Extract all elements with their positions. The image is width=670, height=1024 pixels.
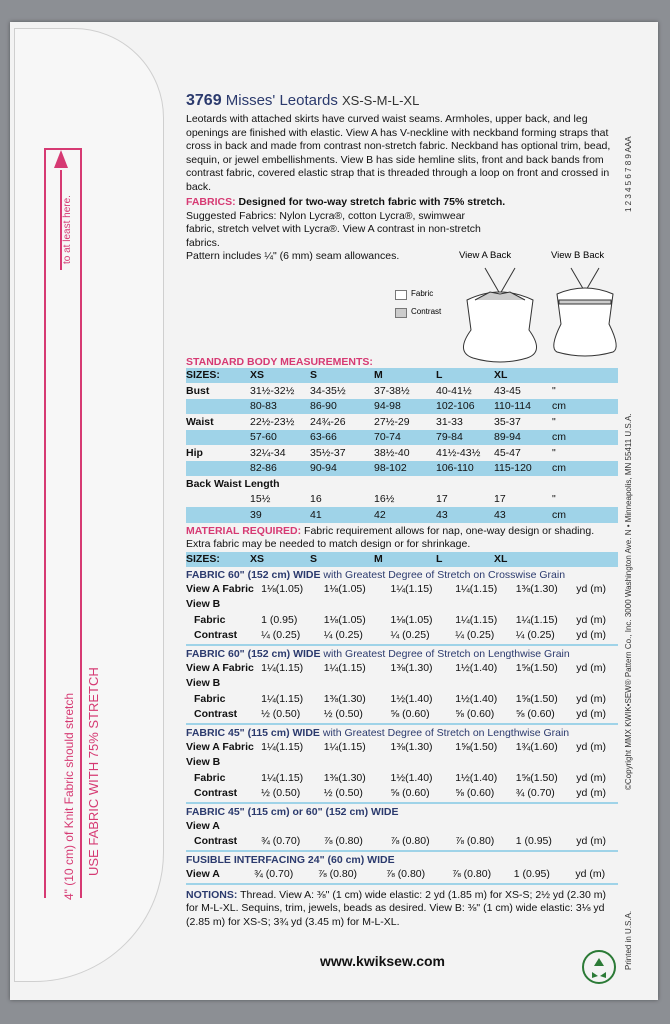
material-value: 1¼(1.15)	[455, 613, 498, 626]
material-value: ⅞ (0.80)	[386, 867, 426, 880]
measurement-value: 43-45	[494, 384, 521, 397]
material-block-heading: FABRIC 45" (115 cm) or 60" (152 cm) WIDE	[186, 806, 399, 818]
material-row	[186, 755, 618, 771]
copyright: ©Copyright MMX KWIK•SEW® Pattern Co., Inc. 3000 Washington Ave. N • Minneapolis, MN 55411 U.S.A.	[624, 413, 633, 790]
block-divider	[186, 802, 618, 804]
unit-cm: cm	[552, 462, 566, 475]
material-value: 1⅛(1.05)	[323, 582, 366, 595]
material-row	[186, 866, 618, 882]
sizes-label: SIZES:	[186, 369, 220, 382]
material-row	[186, 612, 618, 628]
material-value: 1½(1.40)	[390, 771, 433, 784]
material-value: ¼ (0.25)	[323, 629, 363, 642]
measurement-value: 89-94	[494, 431, 521, 444]
measurements-table	[186, 368, 618, 523]
material-row	[186, 739, 618, 755]
material-blocks	[186, 569, 618, 885]
material-value: ⅞ (0.80)	[455, 835, 495, 848]
material-row	[186, 818, 618, 834]
material-row-label: View A Fabric	[186, 661, 254, 674]
material-row-label: Contrast	[194, 787, 238, 800]
material-value: 1⅜(1.30)	[323, 692, 366, 705]
measurement-value: 79-84	[436, 431, 463, 444]
material-row-label: Fabric	[194, 692, 226, 705]
material-value: ¾ (0.70)	[515, 787, 555, 800]
material-value: 1½(1.40)	[390, 692, 433, 705]
block-divider	[186, 644, 618, 646]
block-divider	[186, 883, 618, 885]
leotard-back-drawings	[445, 264, 625, 366]
material-value: 1¼(1.15)	[261, 692, 304, 705]
printed-in: Printed in U.S.A.	[624, 910, 633, 970]
material-value: ¾ (0.70)	[254, 867, 294, 880]
back-waist-value: 17	[494, 493, 506, 506]
measurement-value: 90-94	[310, 462, 337, 475]
measurement-value: 45-47	[494, 446, 521, 459]
material-value	[391, 676, 456, 692]
material-value: ⅞ (0.80)	[451, 867, 492, 880]
material-value: ½ (0.50)	[261, 787, 301, 800]
material-row-label: View A	[186, 867, 220, 880]
unit-inch: "	[552, 415, 556, 428]
material-value: 1⅛(1.05)	[323, 613, 366, 626]
unit-inch: "	[552, 493, 556, 506]
size-header: L	[436, 553, 443, 566]
material-value	[516, 818, 577, 834]
material-row-label: View B	[186, 677, 221, 690]
material-row-label: Fabric	[194, 613, 226, 626]
material-value	[391, 818, 456, 834]
material-value: 1¼(1.15)	[323, 661, 366, 674]
material-value: ⅞ (0.80)	[323, 835, 363, 848]
material-row	[186, 691, 618, 707]
material-value: ⅞ (0.80)	[390, 835, 430, 848]
material-value: 1¼(1.15)	[261, 771, 304, 784]
stretch-instruction: 4" (10 cm) of Knit Fabric should stretch	[62, 692, 76, 900]
measurement-cm-row	[186, 399, 618, 415]
material-value: 1⅜(1.30)	[390, 740, 433, 753]
material-value: yd (m)	[576, 661, 606, 674]
material-row-label: Contrast	[194, 835, 238, 848]
measurement-row	[186, 445, 618, 461]
back-waist-value: 43	[494, 508, 506, 521]
unit-cm: cm	[552, 508, 566, 521]
material-value	[455, 676, 516, 692]
back-waist-value: 15½	[250, 493, 271, 506]
material-value: ¼ (0.25)	[390, 629, 430, 642]
material-value: yd (m)	[576, 692, 606, 705]
material-value	[455, 818, 516, 834]
material-value: 1⅛(1.05)	[390, 613, 433, 626]
material-row	[186, 770, 618, 786]
measurement-value: 63-66	[310, 431, 337, 444]
measurement-value: 102-106	[436, 400, 475, 413]
material-value: ½ (0.50)	[323, 708, 363, 721]
size-header: M	[374, 553, 383, 566]
stretch-requirement: USE FABRIC WITH 75% STRETCH	[86, 667, 101, 876]
material-value: 1½(1.40)	[455, 771, 498, 784]
material-row	[186, 676, 618, 692]
print-code: 1 2 3 4 5 6 7 8 9 AAA	[624, 136, 633, 212]
material-row-label: View A Fabric	[186, 740, 254, 753]
view-b-label: View B Back	[551, 250, 605, 261]
measurement-label: Bust	[186, 384, 210, 397]
material-value: 1¼(1.15)	[455, 582, 498, 595]
measurement-value: 35-37	[494, 415, 521, 428]
material-table	[186, 581, 618, 643]
measurement-value: 41½-43½	[436, 446, 481, 459]
size-header: XL	[494, 553, 508, 566]
measurement-value: 31-33	[436, 415, 463, 428]
back-waist-value: 16½	[374, 493, 395, 506]
material-value	[324, 676, 391, 692]
measurement-value: 98-102	[374, 462, 407, 475]
material-value: ½ (0.50)	[261, 708, 301, 721]
material-value: 1⅜(1.30)	[323, 771, 366, 784]
material-value	[261, 597, 324, 613]
measurement-cm-row	[186, 461, 618, 477]
fabric-swatch	[395, 290, 407, 300]
material-value	[324, 597, 391, 613]
material-value	[516, 676, 577, 692]
unit-inch: "	[552, 446, 556, 459]
material-value: 1⅝(1.50)	[455, 740, 498, 753]
measurement-value: 27½-29	[374, 415, 410, 428]
size-header: L	[436, 369, 443, 382]
material-table	[186, 866, 618, 882]
material-value: 1¼(1.15)	[515, 613, 558, 626]
material-row-label: View A Fabric	[186, 582, 254, 595]
measurement-value: 37-38½	[374, 384, 410, 397]
material-value: ⅝ (0.60)	[455, 708, 495, 721]
description: Leotards with attached skirts have curved waist seams. Armholes, upper back, and leg openings are finished with elastic. View A has V-neckline with neckband forming straps that cross in back and made from contrast non-stretch fabric. Neckband has optional trim, bead, sequin, or jewel embellishments. View B has side hemline slits, front and back bands from contrast fabric, covered elastic strap that is threaded through a loop on front and crossed in back.	[186, 113, 611, 193]
measurement-value: 57-60	[250, 431, 277, 444]
seam-allowance: Pattern includes ¼" (6 mm) seam allowances.	[186, 250, 400, 262]
block-divider	[186, 850, 618, 852]
material-row-label: Fabric	[194, 771, 226, 784]
material-required: MATERIAL REQUIRED: Fabric requirement allows for nap, one-way design or shading. Extra fabric may be needed to match design or for shrinkage.	[186, 524, 595, 550]
material-value	[576, 818, 618, 834]
measurement-value: 82-86	[250, 462, 277, 475]
website-link[interactable]: www.kwiksew.com	[320, 953, 446, 969]
material-value	[576, 597, 618, 613]
material-row	[186, 628, 618, 644]
material-row-label: Contrast	[194, 629, 238, 642]
back-waist-value: 43	[436, 508, 448, 521]
material-value: yd (m)	[576, 740, 606, 753]
material-row-label: View B	[186, 756, 221, 769]
size-header: S	[310, 553, 318, 566]
material-value: ⅝ (0.60)	[390, 708, 430, 721]
material-value: 1½(1.40)	[455, 692, 498, 705]
size-header: XS	[250, 369, 265, 382]
measurement-value: 40-41½	[436, 384, 472, 397]
measurement-value: 38½-40	[374, 446, 410, 459]
measurement-row	[186, 414, 618, 430]
material-value: ⅝ (0.60)	[455, 787, 495, 800]
measurement-value: 70-74	[374, 431, 401, 444]
stretch-limit-label: to at least here.	[62, 195, 73, 264]
material-row	[186, 786, 618, 802]
material-table	[186, 660, 618, 722]
material-row	[186, 597, 618, 613]
pattern-title: 3769 Misses' Leotards XS-S-M-L-XL	[186, 92, 420, 109]
measurement-value: 106-110	[436, 462, 474, 475]
material-value	[391, 755, 456, 771]
material-value: ⅞ (0.80)	[317, 867, 358, 880]
material-value: yd (m)	[576, 613, 606, 626]
material-value	[391, 597, 456, 613]
pattern-details	[186, 92, 618, 929]
material-value: 1 (0.95)	[513, 867, 550, 880]
material-value: yd (m)	[575, 867, 606, 880]
material-value: 1¼(1.15)	[261, 740, 304, 753]
measurement-label: Waist	[186, 415, 214, 428]
material-value: 1 (0.95)	[515, 835, 552, 848]
material-value	[455, 755, 516, 771]
measurement-value: 110-114	[494, 400, 531, 413]
material-value	[324, 818, 391, 834]
material-value: 1⅝(1.50)	[515, 661, 558, 674]
material-row-label: Contrast	[194, 708, 238, 721]
material-value	[261, 818, 324, 834]
material-row	[186, 707, 618, 723]
material-value	[516, 755, 577, 771]
contrast-swatch	[395, 308, 407, 318]
material-block-heading: FUSIBLE INTERFACING 24" (60 cm) WIDE	[186, 854, 395, 866]
measurement-value: 22½-23½	[250, 415, 295, 428]
material-value: yd (m)	[576, 708, 606, 721]
material-value: 1¼(1.15)	[323, 740, 366, 753]
back-waist-value: 42	[374, 508, 386, 521]
material-value: yd (m)	[576, 787, 606, 800]
material-value	[576, 755, 618, 771]
material-row-label: View B	[186, 598, 221, 611]
size-header: XS	[250, 553, 265, 566]
fabrics-text: Suggested Fabrics: Nylon Lycra®, cotton Lycra®, swimwear fabric, stretch velvet with Lycra®. View A contrast in non-stretch fabrics.	[186, 209, 481, 249]
material-value: 1⅝(1.50)	[515, 771, 558, 784]
material-value: ⅝ (0.60)	[515, 708, 555, 721]
material-value: ¾ (0.70)	[261, 835, 301, 848]
material-value: 1⅜(1.30)	[515, 582, 558, 595]
material-value: yd (m)	[576, 582, 606, 595]
measurement-value: 31½-32½	[250, 384, 295, 397]
back-waist-label: Back Waist Length	[186, 477, 280, 490]
material-value: 1¾(1.60)	[515, 740, 558, 753]
measurement-value: 32¼-34	[250, 446, 286, 459]
material-value: 1⅜(1.30)	[390, 661, 433, 674]
measurement-row	[186, 383, 618, 399]
material-sizes-header	[186, 552, 618, 568]
back-waist-value: 41	[310, 508, 322, 521]
measurement-value: 115-120	[494, 462, 532, 475]
material-block-heading: FABRIC 60" (152 cm) WIDE with Greatest Degree of Stretch on Lengthwise Grain	[186, 648, 570, 660]
material-value: ¼ (0.25)	[455, 629, 495, 642]
material-value: ⅝ (0.60)	[390, 787, 430, 800]
material-value: 1⅛(1.05)	[261, 582, 304, 595]
material-value: ½ (0.50)	[323, 787, 363, 800]
material-table	[186, 739, 618, 801]
material-table	[186, 818, 618, 849]
back-waist-value: 17	[436, 493, 448, 506]
block-divider	[186, 723, 618, 725]
size-header: M	[374, 369, 383, 382]
sizes-label: SIZES:	[186, 553, 220, 566]
measurement-value: 35½-37	[310, 446, 346, 459]
measurement-value: 94-98	[374, 400, 401, 413]
material-row	[186, 660, 618, 676]
fabric-legend: Fabric	[411, 289, 434, 298]
material-value	[455, 597, 516, 613]
measurement-value: 80-83	[250, 400, 277, 413]
material-value: yd (m)	[576, 771, 606, 784]
back-waist-value: 16	[310, 493, 322, 506]
measurement-value: 86-90	[310, 400, 337, 413]
view-a-label: View A Back	[459, 250, 512, 261]
material-row-label: View A	[186, 819, 220, 832]
contrast-legend: Contrast	[411, 307, 442, 316]
body-measurements-title: STANDARD BODY MEASUREMENTS:	[186, 355, 373, 368]
size-header: S	[310, 369, 318, 382]
fabrics-heading: FABRICS: Designed for two-way stretch fabric with 75% stretch.	[186, 196, 506, 208]
measurement-label: Hip	[186, 446, 203, 459]
material-value	[324, 755, 391, 771]
material-value: ¼ (0.25)	[515, 629, 555, 642]
material-value: 1 (0.95)	[261, 613, 298, 626]
material-value: 1⅝(1.50)	[515, 692, 558, 705]
material-value	[576, 676, 618, 692]
unit-inch: "	[552, 384, 556, 397]
material-row	[186, 834, 618, 850]
arrow-up-icon	[54, 150, 68, 168]
material-value	[261, 755, 324, 771]
unit-cm: cm	[552, 400, 566, 413]
material-value: ¼ (0.25)	[261, 629, 301, 642]
material-block-heading: FABRIC 60" (152 cm) WIDE with Greatest Degree of Stretch on Crosswise Grain	[186, 569, 566, 581]
material-row	[186, 581, 618, 597]
material-value: 1½(1.40)	[455, 661, 498, 674]
material-value: 1¼(1.15)	[390, 582, 433, 595]
back-waist-value: 39	[250, 508, 262, 521]
measurement-cm-row	[186, 430, 618, 446]
material-block-heading: FABRIC 45" (115 cm) WIDE with Greatest Degree of Stretch on Lengthwise Grain	[186, 727, 570, 739]
material-value: 1¼(1.15)	[261, 661, 304, 674]
material-value: yd (m)	[576, 629, 606, 642]
measurement-value: 24¾-26	[310, 415, 346, 428]
unit-cm: cm	[552, 431, 566, 444]
recycle-icon	[582, 950, 616, 984]
material-value	[516, 597, 577, 613]
size-header: XL	[494, 369, 508, 382]
material-value	[261, 676, 324, 692]
notions: NOTIONS: Thread. View A: ⅜" (1 cm) wide elastic: 2 yd (1.85 m) for XS-S; 2½ yd (2.30 m) for M-L-XL. Sequins, trim, jewels, beads as desired. View B: ⅜" (1 cm) wide elastic: 3⅛ yd (2.85 m) for XS-S; 3¾ yd (3.45 m) for M-L-XL.	[186, 888, 606, 928]
view-illustrations	[395, 250, 625, 370]
measurement-value: 34-35½	[310, 384, 346, 397]
material-value: yd (m)	[576, 835, 606, 848]
